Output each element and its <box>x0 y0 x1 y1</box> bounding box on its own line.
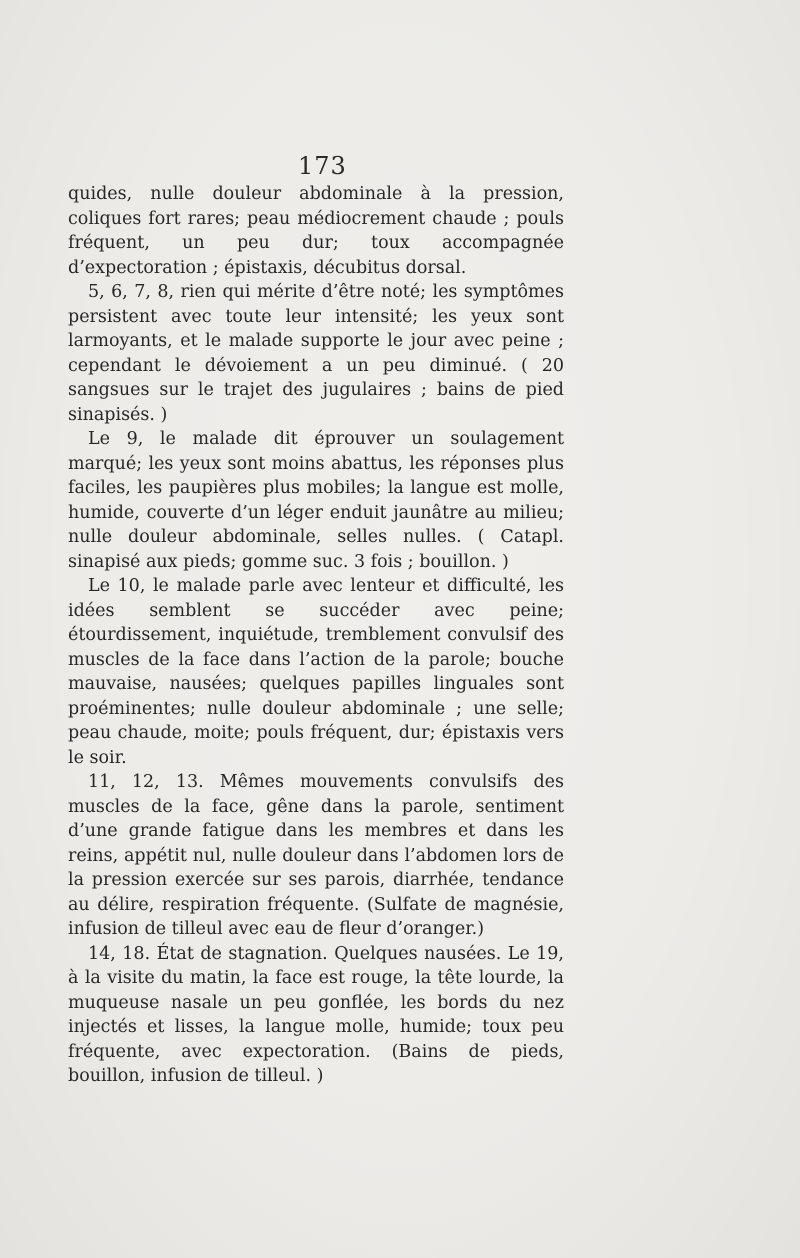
paragraph-2: 5, 6, 7, 8, rien qui mérite d’être noté; les symptômes persistent avec toute leur intensité; les yeux sont larmoyants, et le malade supporte le jour avec peine ; cependant le dévoiement a un peu diminué. ( 20 sangsues sur le trajet des jugulaires ; bains de pied sinapisés. ) <box>68 282 564 425</box>
paragraph-6: 14, 18. État de stagnation. Quelques nausées. Le 19, à la visite du matin, la face est rouge, la tête lourde, la muqueuse nasale un peu gonflée, les bords du nez injectés et lisses, la langue molle, humide; toux peu fréquente, avec expectoration. (Bains de pieds, bouillon, infusion de tilleul. ) <box>68 943 564 1086</box>
paragraph-5: 11, 12, 13. Mêmes mouvements convulsifs des muscles de la face, gêne dans la parole, sentiment d’une grande fatigue dans les membres et dans les reins, appétit nul, nulle douleur dans l’abdomen lors de la pression exercée sur ses parois, diarrhée, tendance au délire, respiration fréquente. (Sulfate de magnésie, infusion de tilleul avec eau de fleur d’oranger.) <box>68 772 564 939</box>
paragraph-1: quides, nulle douleur abdominale à la pression, coliques fort rares; peau médiocrement chaude ; pouls fréquent, un peu dur; toux accompagnée d’expectoration ; épistaxis, décubitus dorsal. <box>68 184 564 278</box>
paragraph-4: Le 10, le malade parle avec lenteur et difficulté, les idées semblent se succéder avec peine; étourdissement, inquiétude, tremblement convulsif des muscles de la face dans l’action de la parole; bouche mauvaise, nausées; quelques papilles linguales sont proéminentes; nulle douleur abdominale ; une selle; peau chaude, moite; pouls fréquent, dur; épistaxis vers le soir. <box>68 576 564 768</box>
body-text <box>68 182 564 1089</box>
paragraph-3: Le 9, le malade dit éprouver un soulagement marqué; les yeux sont moins abattus, les réponses plus faciles, les paupières plus mobiles; la langue est molle, humide, couverte d’un léger enduit jaunâtre au milieu; nulle douleur abdominale, selles nulles. ( Catapl. sinapisé aux pieds; gomme suc. 3 fois ; bouillon. ) <box>68 429 564 572</box>
page-number: 173 <box>298 152 347 180</box>
